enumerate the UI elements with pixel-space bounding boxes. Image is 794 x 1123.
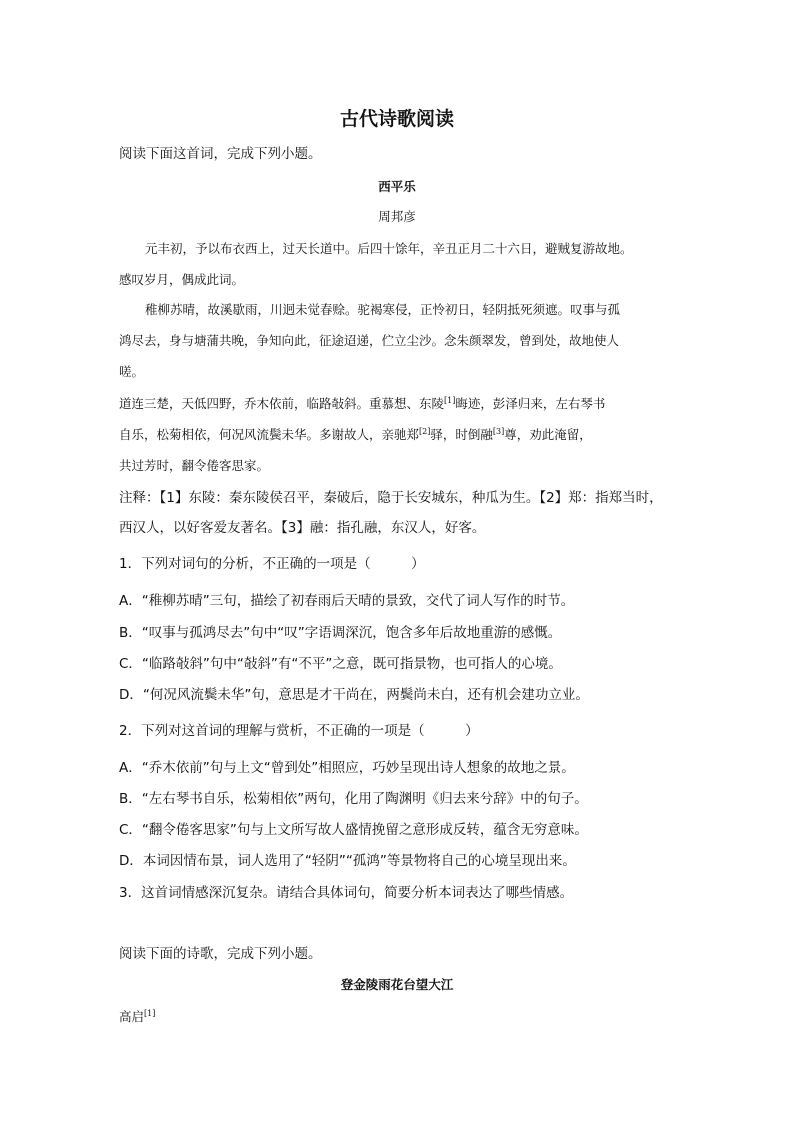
poem1-text: 晦迹，彭泽归来，左右琴书 bbox=[455, 396, 606, 411]
poem1-stanza2-line2 bbox=[119, 426, 592, 444]
question-3: 3．这首词情感深沉复杂。请结合具体词句，简要分析本词表达了哪些情感。 bbox=[119, 885, 574, 901]
question-2-option-b: B．“左右琴书自乐，松菊相依”两句，化用了陶渊明《归去来兮辞》中的句子。 bbox=[119, 791, 588, 807]
question-2-option-c: C．“翻令倦客思家”句与上文所写故人盛情挽留之意形成反转，蕴含无穷意味。 bbox=[119, 822, 588, 838]
section2-intro: 阅读下面的诗歌，完成下列小题。 bbox=[119, 946, 322, 962]
notes-line2: 西汉人，以好客爱友著名。【3】融：指孔融，东汉人，好客。 bbox=[119, 520, 486, 536]
poem1-preface-line2: 感叹岁月，偶成此词。 bbox=[119, 272, 245, 287]
poem1-stanza1-line1: 稚柳苏晴，故溪歇雨，川迥未觉春赊。驼褐寒侵，正怜初日，轻阴抵死须遮。叹事与孤 bbox=[145, 302, 621, 317]
poem1-stanza1-line3: 嗟。 bbox=[119, 364, 145, 379]
footnote-marker: [1] bbox=[444, 395, 456, 405]
poem1-text: 驿，时倒融 bbox=[430, 427, 493, 442]
poem1-preface-line1: 元丰初，予以布衣西上，过天长道中。后四十馀年，辛丑正月二十六日，避贼复游故地。 bbox=[145, 241, 633, 256]
poem1-text: 道连三楚，天低四野，乔木依前，临路敧斜。重慕想、东陵 bbox=[119, 396, 445, 411]
poem1-stanza1-line2: 鸿尽去，身与塘蒲共晚，争知向此，征途迢递，伫立尘沙。念朱颜翠发，曾到处，故地使人 bbox=[119, 333, 620, 348]
question-2-option-a: A．“乔木依前”句与上文“曾到处”相照应，巧妙呈现出诗人想象的故地之景。 bbox=[119, 760, 575, 776]
poem1-stanza2-line3: 共过芳时，翻令倦客思家。 bbox=[119, 458, 270, 473]
question-1-option-a: A．“稚柳苏晴”三句，描绘了初春雨后天晴的景致，交代了词人写作的时节。 bbox=[119, 593, 575, 609]
question-1-option-b: B．“叹事与孤鸿尽去”句中“叹”字语调深沉，饱含多年后故地重游的感慨。 bbox=[119, 625, 562, 641]
footnote-marker: [2] bbox=[419, 426, 431, 436]
question-2-option-d: D．本词因情布景，词人选用了“轻阴”“孤鸿”等景物将自己的心境呈现出来。 bbox=[119, 853, 576, 869]
section1-intro: 阅读下面这首词，完成下列小题。 bbox=[119, 146, 322, 162]
page-title: 古代诗歌阅读 bbox=[339, 108, 454, 130]
question-1: 1．下列对词句的分析，不正确的一项是（ ） bbox=[119, 556, 425, 572]
poem1-text: 自乐，松菊相依，何况风流鬓未华。多谢故人，亲驰郑 bbox=[119, 427, 420, 442]
poem2-author-name: 高启 bbox=[119, 1009, 145, 1024]
question-2: 2．下列对这首词的理解与赏析，不正确的一项是（ ） bbox=[119, 723, 479, 739]
question-1-option-d: D．“何况风流鬓未华”句，意思是才干尚在，两鬓尚未白，还有机会建功立业。 bbox=[119, 687, 589, 703]
notes-line1: 注释：【1】东陵：秦东陵侯召平，秦破后，隐于长安城东，种瓜为生。【2】郑：指郑当时， bbox=[119, 490, 663, 506]
footnote-marker: [3] bbox=[492, 426, 505, 436]
poem1-title: 西平乐 bbox=[378, 179, 416, 194]
poem1-stanza2-line1 bbox=[119, 395, 605, 413]
poem2-title: 登金陵雨花台望大江 bbox=[340, 977, 454, 992]
poem1-author: 周邦彦 bbox=[378, 209, 416, 224]
question-1-option-c: C．“临路敧斜”句中“敧斜”有“不平”之意，既可指景物，也可指人的心境。 bbox=[119, 656, 562, 672]
footnote-marker: [1] bbox=[144, 1008, 156, 1018]
poem1-text: 尊，劝此淹留， bbox=[504, 427, 592, 442]
poem2-author bbox=[119, 1008, 155, 1026]
